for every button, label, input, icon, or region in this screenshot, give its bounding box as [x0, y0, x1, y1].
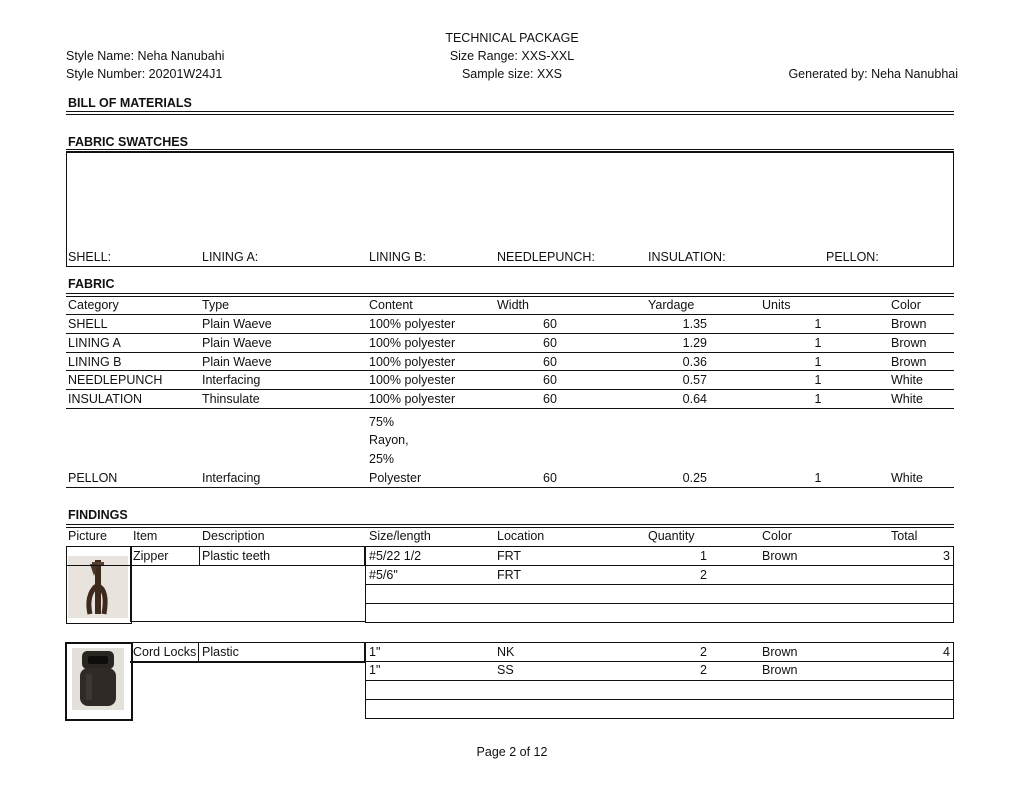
fabric-category: LINING B	[68, 355, 122, 369]
finding-total: 4	[943, 645, 950, 659]
fabric-content: 100% polyester	[369, 317, 456, 331]
fabric-units: 1	[814, 355, 822, 369]
fabric-type: Interfacing	[202, 471, 261, 485]
fabric-header-units: Units	[762, 298, 791, 312]
fabric-category: PELLON	[68, 471, 118, 485]
fabric-type: Plain Waeve	[202, 317, 272, 331]
fabric-color: Brown	[891, 355, 927, 369]
finding-location: FRT	[497, 549, 522, 563]
fabric-color: Brown	[891, 336, 927, 350]
cordlock-image	[72, 648, 124, 710]
fabric-header-color: Color	[891, 298, 921, 312]
fabric-content-line: Rayon,	[369, 433, 409, 447]
fabric-width: 60	[543, 355, 557, 369]
fabric-yardage: 0.25	[682, 471, 707, 485]
fabric-header-yardage: Yardage	[648, 298, 695, 312]
swatch-label-needlepunch: NEEDLEPUNCH:	[497, 250, 595, 264]
fabric-units: 1	[814, 471, 822, 485]
swatch-label-lining-a: LINING A:	[202, 250, 259, 264]
fabric-header-type: Type	[202, 298, 230, 312]
fabric-header-content: Content	[369, 298, 413, 312]
findings-header-item: Item	[133, 529, 158, 543]
finding-location: NK	[497, 645, 515, 659]
finding-quantity: 2	[700, 645, 707, 659]
fabric-header-category: Category	[68, 298, 119, 312]
doc-title: TECHNICAL PACKAGE	[445, 31, 579, 45]
fabric-content-line: Polyester	[369, 471, 422, 485]
findings-header-location: Location	[497, 529, 545, 543]
finding-color: Brown	[762, 549, 798, 563]
findings-header-picture: Picture	[68, 529, 107, 543]
finding-quantity: 1	[700, 549, 707, 563]
fabric-category: INSULATION	[68, 392, 143, 406]
page-number: Page 2 of 12	[476, 745, 548, 759]
finding-description: Plastic teeth	[202, 549, 271, 563]
row-rule	[66, 408, 954, 409]
findings-header-description: Description	[202, 529, 265, 543]
findings-header-color: Color	[762, 529, 792, 543]
fabric-yardage: 1.35	[682, 317, 707, 331]
fabric-yardage: 0.64	[682, 392, 707, 406]
style-name: Style Name: Neha Nanubahi	[66, 49, 225, 63]
fabric-content: 100% polyester	[369, 373, 456, 387]
finding-total: 3	[943, 549, 950, 563]
fabric-category: LINING A	[68, 336, 121, 350]
row-rule	[66, 565, 954, 566]
fabric-width: 60	[543, 373, 557, 387]
fabric-color: White	[891, 471, 923, 485]
fabric-width: 60	[543, 317, 557, 331]
swatch-label-shell: SHELL:	[68, 250, 112, 264]
fabric-units: 1	[814, 373, 822, 387]
fabric-content-line: 25%	[369, 452, 395, 466]
row-rule	[66, 333, 954, 334]
findings-title: FINDINGS	[68, 508, 128, 522]
findings-header-total: Total	[891, 529, 918, 543]
row-rule	[66, 314, 954, 315]
finding-location: SS	[497, 663, 514, 677]
finding-description: Plastic	[202, 645, 239, 659]
row-rule	[130, 661, 953, 662]
finding-size: #5/6"	[369, 568, 398, 582]
finding-color: Brown	[762, 645, 798, 659]
fabric-color: White	[891, 373, 923, 387]
fabric-header-width: Width	[497, 298, 529, 312]
fabric-units: 1	[814, 392, 822, 406]
fabric-width: 60	[543, 471, 557, 485]
fabric-content: 100% polyester	[369, 392, 456, 406]
finding-item: Zipper	[133, 549, 169, 563]
fabric-category: NEEDLEPUNCH	[68, 373, 163, 387]
fabric-content-line: 75%	[369, 415, 395, 429]
item-blank-cell	[130, 565, 366, 622]
fabric-width: 60	[543, 392, 557, 406]
fabric-title: FABRIC	[68, 277, 115, 291]
fabric-content: 100% polyester	[369, 336, 456, 350]
fabric-yardage: 0.57	[682, 373, 707, 387]
finding-size: 1"	[369, 645, 381, 659]
row-rule	[365, 680, 953, 681]
swatches-title: FABRIC SWATCHES	[68, 135, 188, 149]
finding-size: #5/22 1/2	[369, 549, 422, 563]
row-rule	[66, 370, 954, 371]
row-rule	[365, 603, 953, 604]
row-rule	[66, 352, 954, 353]
fabric-content: 100% polyester	[369, 355, 456, 369]
finding-size: 1"	[369, 663, 381, 677]
fabric-type: Thinsulate	[202, 392, 260, 406]
row-rule	[365, 584, 953, 585]
fabric-yardage: 1.29	[682, 336, 707, 350]
swatch-label-lining-b: LINING B:	[369, 250, 426, 264]
finding-quantity: 2	[700, 568, 707, 582]
sample-size: Sample size: XXS	[461, 67, 563, 81]
row-rule	[365, 699, 953, 700]
fabric-type: Plain Waeve	[202, 336, 272, 350]
divider	[66, 111, 954, 115]
finding-color: Brown	[762, 663, 798, 677]
fabric-category: SHELL	[68, 317, 108, 331]
swatch-label-insulation: INSULATION:	[648, 250, 726, 264]
findings-header-quantity: Quantity	[648, 529, 695, 543]
style-number: Style Number: 20201W24J1	[66, 67, 223, 81]
swatch-label-pellon: PELLON:	[826, 250, 879, 264]
fabric-type: Interfacing	[202, 373, 261, 387]
finding-quantity: 2	[700, 663, 707, 677]
fabric-units: 1	[814, 336, 822, 350]
row-rule	[66, 487, 954, 488]
fabric-yardage: 0.36	[682, 355, 707, 369]
fabric-color: Brown	[891, 317, 927, 331]
fabric-width: 60	[543, 336, 557, 350]
bom-title: BILL OF MATERIALS	[68, 96, 192, 110]
fabric-color: White	[891, 392, 923, 406]
fabric-units: 1	[814, 317, 822, 331]
finding-item: Cord Locks	[133, 645, 197, 659]
findings-header-size: Size/length	[369, 529, 431, 543]
generated-by: Generated by: Neha Nanubhai	[788, 67, 958, 81]
finding-location: FRT	[497, 568, 522, 582]
row-rule	[66, 389, 954, 390]
fabric-type: Plain Waeve	[202, 355, 272, 369]
size-range: Size Range: XXS-XXL	[449, 49, 575, 63]
